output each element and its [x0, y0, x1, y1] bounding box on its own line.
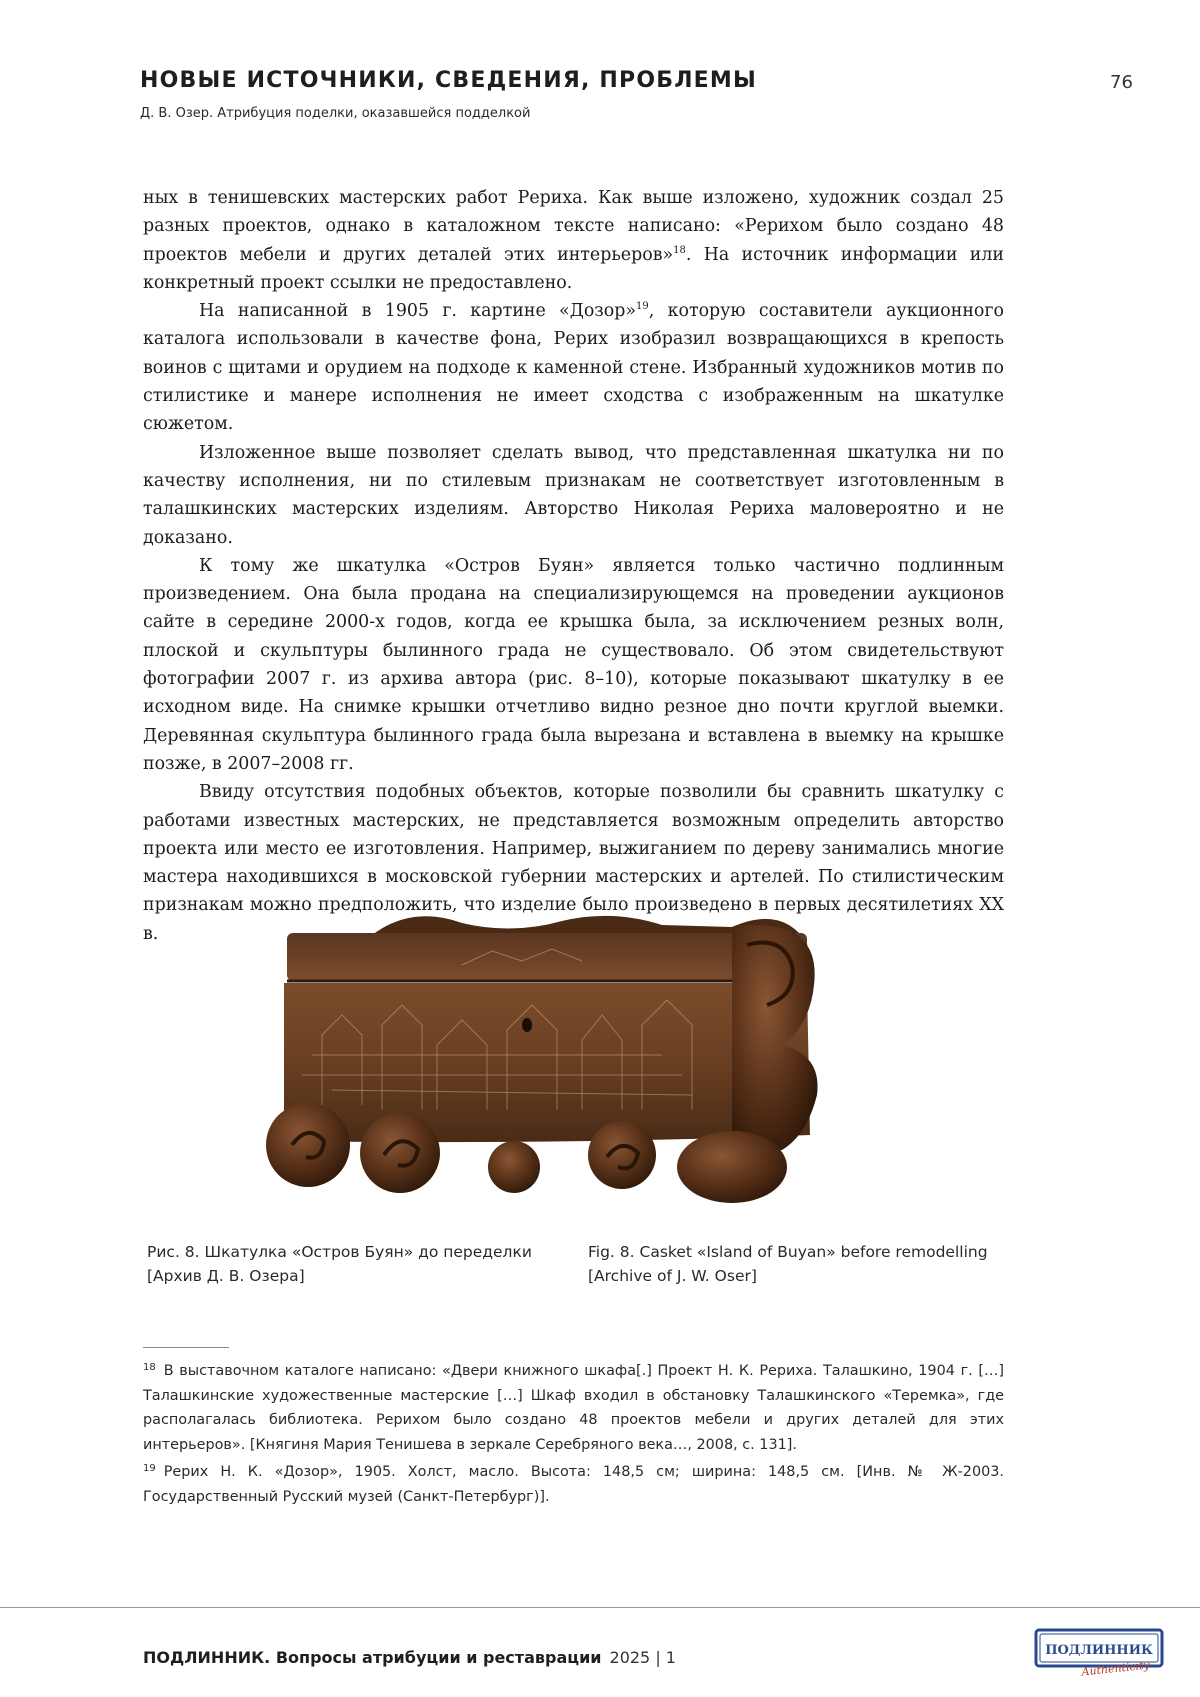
footer-rule: [0, 1607, 1200, 1608]
footnote-18: [143, 1356, 1004, 1457]
keyhole: [522, 1018, 532, 1032]
paragraph-1: [143, 184, 1004, 297]
journal-footer: [143, 1648, 676, 1667]
footnote-ref-18[interactable]: 18: [673, 245, 686, 256]
figure-caption-ru: Рис. 8. Шкатулка «Остров Буян» до переделки [Архив Д. В. Озера]: [147, 1240, 552, 1288]
journal-subtitle: Вопросы атрибуции и реставрации: [270, 1648, 601, 1667]
footnotes: [143, 1356, 1004, 1509]
wave-scroll-4: [588, 1121, 656, 1189]
casket-lid: [287, 933, 807, 981]
section-title: НОВЫЕ ИСТОЧНИКИ, СВЕДЕНИЯ, ПРОБЛЕМЫ: [140, 68, 757, 93]
footnote-text: В выставочном каталоге написано: «Двери книжного шкафа[.] Проект Н. К. Рериха. Талашкино, 1904 г. […] Талашкинские художественные мастерские […] Шкаф входил в обстановку Талашкинского «Теремка», где располагалась библиотека. Рерихом было создано 48 проектов мебели и других деталей для этих интерьеров». [Княгиня Мария Тенишева в зеркале Серебряного века…, 2008, с. 131].: [143, 1363, 1004, 1453]
footnote-text: Рерих Н. К. «Дозор», 1905. Холст, масло. Высота: 148,5 см; ширина: 148,5 см. [Инв. № Ж-2003. Государственный Русский музей (Санкт-Петербург)].: [143, 1464, 1004, 1505]
wave-scroll-3: [488, 1141, 540, 1193]
footnote-number: 18: [143, 1362, 156, 1373]
journal-issue: 2025 | 1: [610, 1648, 676, 1667]
article-body: [143, 184, 1004, 948]
footnote-separator: [143, 1347, 229, 1348]
footnote-number: 19: [143, 1463, 156, 1474]
paragraph-1-text-b: . На источник информации или конкретный проект ссылки не предоставлено.: [143, 245, 1004, 293]
casket-body: [284, 983, 810, 1142]
journal-name: ПОДЛИННИК.: [143, 1648, 270, 1667]
logo-wordmark: ПОДЛИННИК: [1045, 1643, 1153, 1658]
wave-scroll-5: [677, 1131, 787, 1203]
page-number: 76: [1110, 72, 1133, 93]
paragraph-1-text-a: ных в тенишевских мастерских работ Рериха. Как выше изложено, художник создал 25 разных проектов, однако в каталожном тексте написано: «Рерихом было создано 48 проектов мебели и других деталей этих интерьеров»: [143, 188, 1004, 265]
journal-logo: [1034, 1628, 1166, 1676]
paragraph-5: Ввиду отсутствия подобных объектов, которые позволили бы сравнить шкатулку с работами известных мастерских, не представляется возможным определить авторство проекта или место ее изготовления. Например, выжиганием по дереву занимались многие мастера находившихся в московской губернии мастерских и артелей. По стилистическим признакам можно предположить, что изделие было произведено в первых десятилетиях XX в.: [143, 778, 1004, 948]
footnote-ref-19[interactable]: 19: [636, 301, 649, 312]
paragraph-2-text-b: , которую составители аукционного каталога использовали в качестве фона, Рерих изобразил возвращающихся в крепость воинов с щитами и орудием на подходе к каменной стене. Избранный художников мотив по стилистике и манере исполнения не имеет сходства с изображенным на шкатулке сюжетом.: [143, 301, 1004, 434]
wave-scroll-2: [360, 1113, 440, 1193]
logo-script: Authenticity: [1080, 1658, 1151, 1676]
wave-scroll-1: [266, 1103, 350, 1187]
paragraph-2-text-a: На написанной в 1905 г. картине «Дозор»: [199, 301, 636, 321]
figure-caption-en: Fig. 8. Casket «Island of Buyan» before remodelling [Archive of J. W. Oser]: [588, 1240, 1008, 1288]
paragraph-2: [143, 297, 1004, 438]
footnote-19: [143, 1457, 1004, 1509]
paragraph-3: Изложенное выше позволяет сделать вывод, что представленная шкатулка ни по качеству исполнения, ни по стилевым признакам не соответствует изготовленным в талашкинских мастерских изделиям. Авторство Николая Рериха маловероятно и не доказано.: [143, 439, 1004, 552]
article-subtitle: Д. В. Озер. Атрибуция поделки, оказавшейся подделкой: [140, 106, 530, 121]
paragraph-4: К тому же шкатулка «Остров Буян» является только частично подлинным произведением. Она была продана на специализирующемся на проведении аукционов сайте в середине 2000-х годов, когда ее крышка была, за исключением резных волн, плоской и скульптуры былинного града не существовало. Об этом свидетельствуют фотографии 2007 г. из архива автора (рис. 8–10), которые показывают шкатулку в ее исходном виде. На снимке крышки отчетливо видно резное дно почти круглой выемки. Деревянная скульптура былинного града была вырезана и вставлена в выемку на крышке позже, в 2007–2008 гг.: [143, 552, 1004, 778]
casket-photo: [262, 905, 882, 1205]
